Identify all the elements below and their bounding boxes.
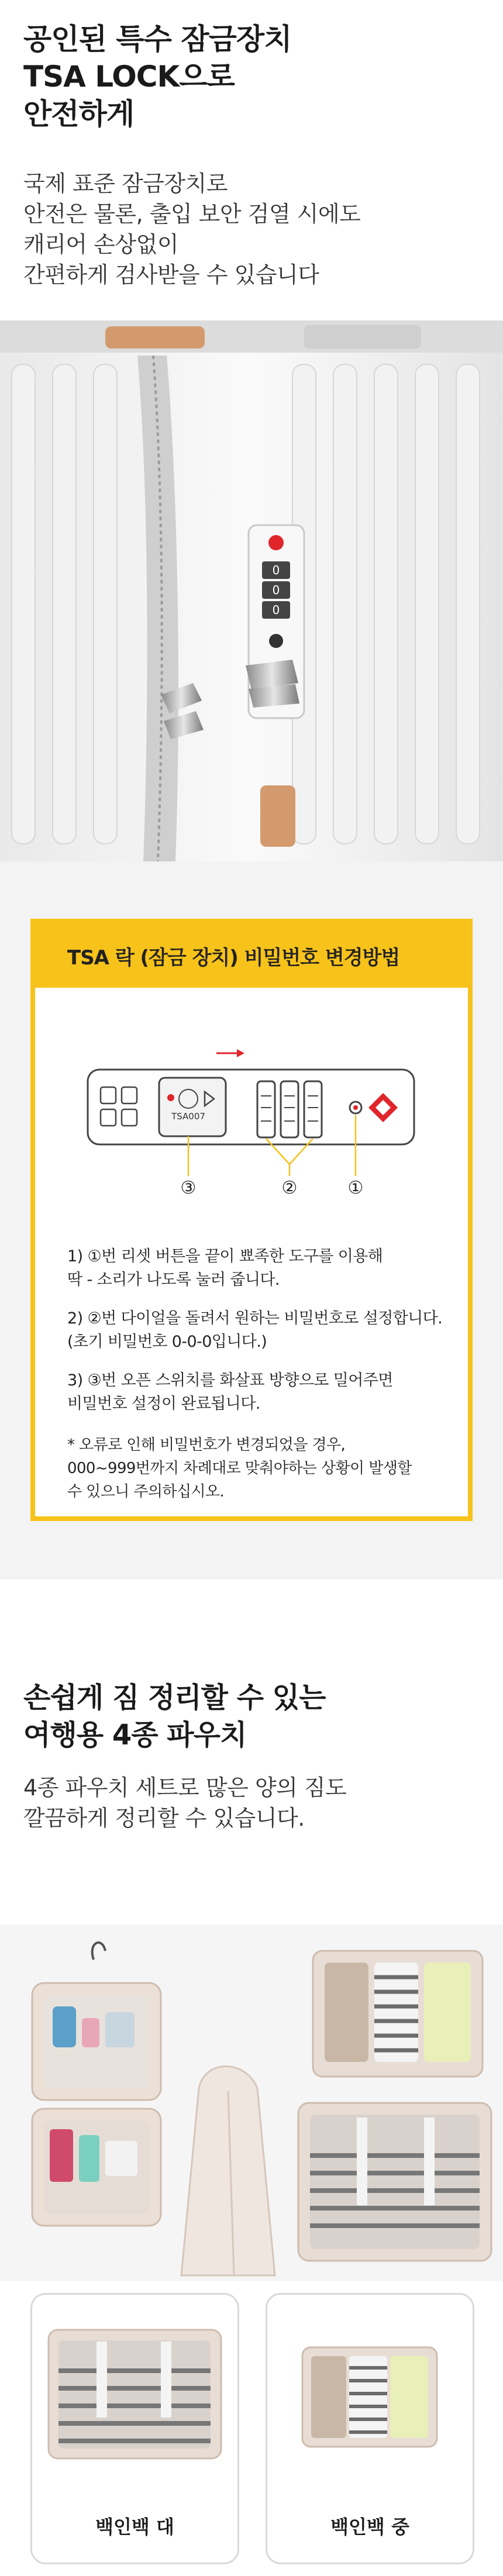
product-cards-section — [0, 2281, 503, 2576]
lock-model-label: TSA007 — [171, 1111, 205, 1122]
callout-3: ③ — [180, 1178, 197, 1198]
tsa-badge-icon — [268, 535, 284, 550]
reset-button-icon — [269, 634, 283, 648]
lock-dial-2: 0 — [272, 583, 280, 597]
instruction-card-title: TSA 락 (잠금 장치) 비밀번호 변경방법 — [35, 923, 468, 988]
lock-diagram — [35, 988, 468, 1239]
pouch-intro-section — [0, 1580, 503, 1831]
lock-dial-1: 0 — [272, 563, 280, 577]
medium-pouch-thumbnail — [267, 2306, 473, 2482]
tsa-headline: 공인된 특수 잠금장치 TSA LOCK으로 안전하게 — [23, 22, 292, 131]
callout-1: ① — [347, 1178, 364, 1198]
large-pouch-thumbnail — [32, 2306, 237, 2482]
instruction-step: 3) ③번 오픈 스위치를 화살표 방향으로 밀어주면 비밀번호 설정이 완료됩니다. — [67, 1371, 393, 1413]
product-card-large[interactable] — [30, 2293, 239, 2564]
instruction-steps — [67, 1245, 453, 1503]
instruction-step: 1) ①번 리셋 버튼을 끝이 뾰족한 도구를 이용해 딱 - 소리가 나도록 눌러 줍니다. — [67, 1247, 383, 1289]
product-card-medium[interactable] — [266, 2293, 474, 2564]
product-label: 백인백 중 — [330, 2516, 409, 2538]
pouch-set-illustration — [0, 1925, 503, 2281]
pouch-headline: 손쉽게 짐 정리할 수 있는 여행용 4종 파우치 — [23, 1681, 326, 1751]
pouch-set-photo — [0, 1925, 503, 2281]
suitcase-lock-photo — [0, 320, 503, 861]
suitcase-lock-illustration — [0, 320, 503, 861]
arrow-right-icon — [237, 1049, 244, 1057]
tsa-intro-section — [0, 0, 503, 320]
pouch-description: 4종 파우치 세트로 많은 양의 짐도 깔끔하게 정리할 수 있습니다. — [23, 1775, 347, 1831]
tsa-description: 국제 표준 잠금장치로 안전은 물론, 출입 보안 검열 시에도 캐리어 손상없이 간편하게 검사받을 수 있습니다 — [23, 171, 361, 288]
lock-dial-3: 0 — [272, 603, 280, 617]
instruction-card — [30, 919, 473, 1521]
tsa-instruction-section — [0, 861, 503, 1580]
product-label: 백인백 대 — [95, 2516, 174, 2538]
instruction-note: * 오류로 인해 비밀번호가 변경되었을 경우, 000~999번까지 차례대로 맞춰야하는 상황이 발생할 수 있으니 주의하십시오. — [67, 1436, 412, 1501]
callout-2: ② — [281, 1178, 298, 1198]
instruction-step: 2) ②번 다이얼을 돌려서 원하는 비밀번호로 설정합니다. (초기 비밀번호 0-0-0입니다.) — [67, 1309, 443, 1351]
